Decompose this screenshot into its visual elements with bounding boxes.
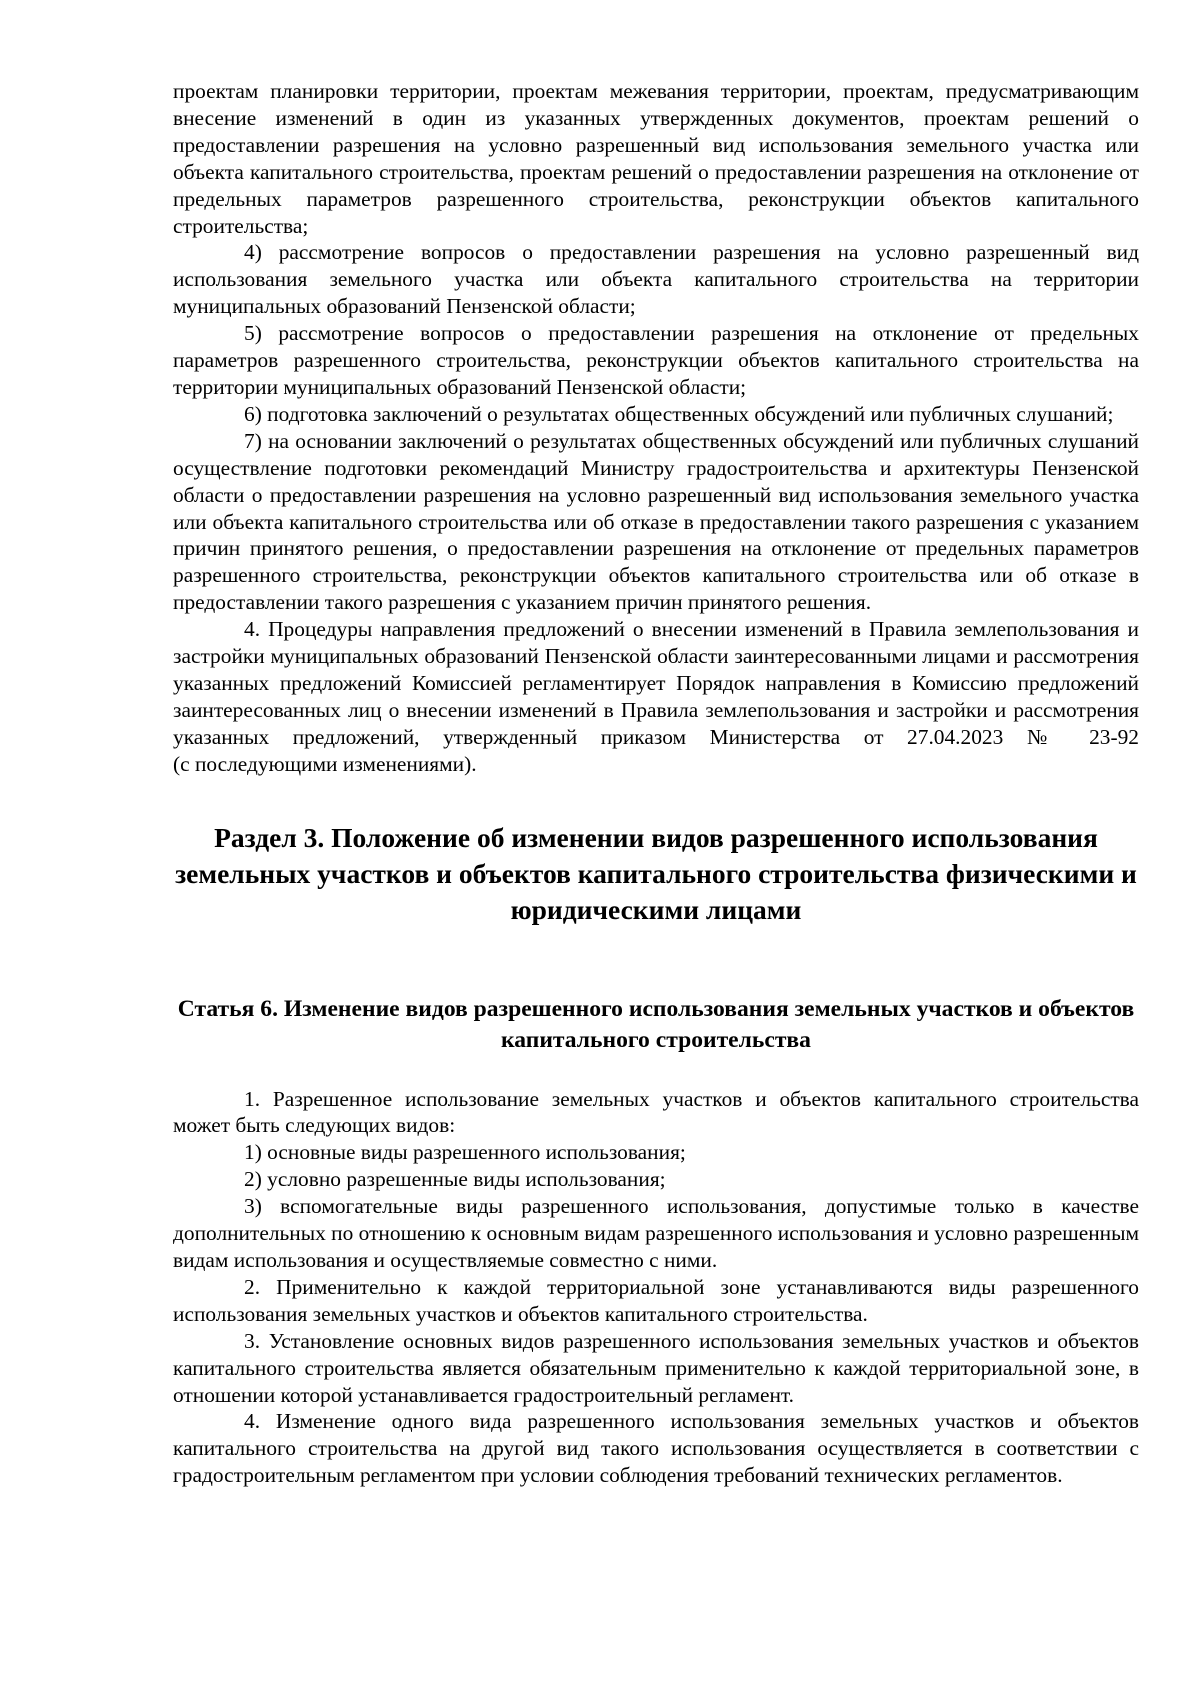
paragraph-item-7: 7) на основании заключений о результатах общественных обсуждений или публичных слушаний осуществление подготовки рекомендаций Министру градостроительства и архитектуры Пензенской области о предоставлении разрешения на условно разрешенный вид использования земельного участка или объекта капитального строительства или об отказе в предоставлении такого разрешения с указанием причин принятого решения, о предоставлении разрешения на отклонение от предельных параметров разрешенного строительства, реконструкции объектов капитального строительства или об отказе в предоставлении такого разрешения с указанием причин принятого решения. [173,428,1139,615]
paragraph-item-4: 4) рассмотрение вопросов о предоставлении разрешения на условно разрешенный вид использования земельного участка или объекта капитального строительства на территории муниципальных образований Пензенской области; [173,240,1139,319]
paragraph-point-4-tail: (с последующими изменениями). [173,751,477,776]
paragraph-item-6: 6) подготовка заключений о результатах общественных обсуждений или публичных слушаний; [244,401,1114,426]
article-item-1: 1) основные виды разрешенного использования; [244,1140,686,1165]
article-title: Статья 6. Изменение видов разрешенного использования земельных участков и объектов капитального строительства [177,995,1135,1053]
paragraph-point-4: 4. Процедуры направления предложений о внесении изменений в Правила землепользования и застройки муниципальных образований Пензенской области заинтересованными лицами и рассмотрения указанных предложений Комиссией регламентирует Порядок направления в Комиссию предложений заинтересованных лиц о внесении изменений в Правила землепользования и застройки и рассмотрения указанных предложений, утвержденный приказом Министерства от 27.04.2023 № 23-92 [173,617,1139,749]
article-item-2: 2) условно разрешенные виды использования; [244,1167,666,1192]
section-title: Раздел 3. Положение об изменении видов разрешенного использования земельных участков и объектов капитального строительства физическими и юридическими лицами [175,821,1137,925]
article-item-3: 3) вспомогательные виды разрешенного использования, допустимые только в качестве дополнительных по отношению к основным видам разрешенного использования и условно разрешенным видам использования и осуществляемые совместно с ними. [173,1194,1139,1272]
article-point-3: 3. Установление основных видов разрешенного использования земельных участков и объектов капитального строительства является обязательным применительно к каждой территориальной зоне, в отношении которой устанавливается градостроительный регламент. [173,1328,1139,1407]
article-point-1: 1. Разрешенное использование земельных участков и объектов капитального строительства может быть следующих видов: [173,1086,1139,1138]
article-body [173,1086,1139,1490]
paragraph-continuation: проектам планировки территории, проектам межевания территории, проектам, предусматривающим внесение изменений в один из указанных утвержденных документов, проектам решений о предоставлении разрешения на условно разрешенный вид использования земельного участка или объекта капитального строительства, проектам решений о предоставлении разрешения на отклонение от предельных параметров разрешенного строительства, реконструкции объектов капитального строительства; [173,79,1139,238]
article-point-4: 4. Изменение одного вида разрешенного использования земельных участков и объектов капитального строительства на другой вид такого использования осуществляется в соответствии с градостроительным регламентом при условии соблюдения требований технических регламентов. [173,1409,1139,1488]
paragraph-item-5: 5) рассмотрение вопросов о предоставлении разрешения на отклонение от предельных параметров разрешенного строительства, реконструкции объектов капитального строительства на территории муниципальных образований Пензенской области; [173,321,1139,399]
document-page [173,78,1139,1489]
article-point-2: 2. Применительно к каждой территориальной зоне устанавливаются виды разрешенного использования земельных участков и объектов капитального строительства. [173,1274,1139,1326]
